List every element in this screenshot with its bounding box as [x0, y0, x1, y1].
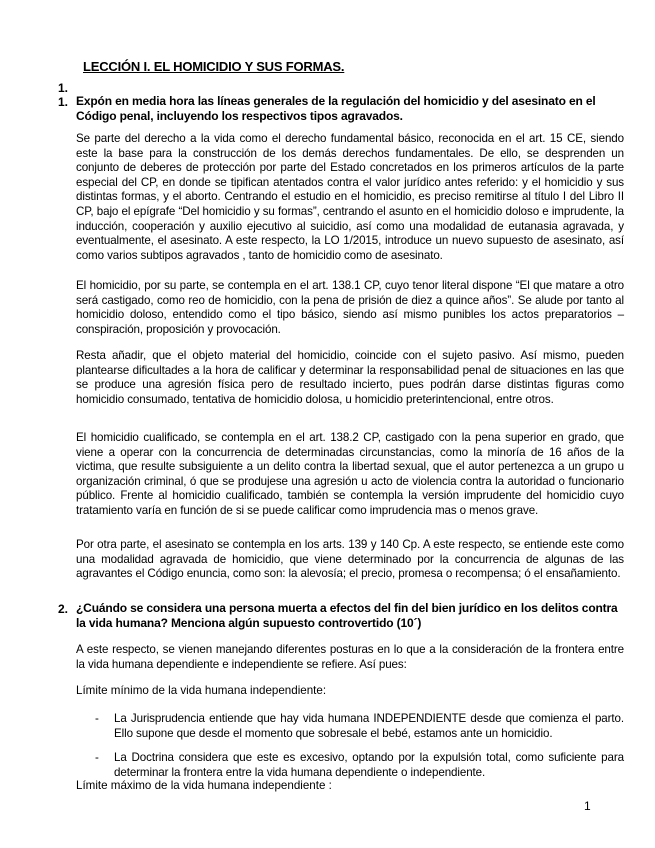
empty-item-number: 1. [58, 81, 69, 95]
paragraph-qualified-homicide: El homicidio cualificado, se contempla en el art. 138.2 CP, castigado con la pena superior en grado, que viene a operar con la concurrencia de determinadas circunstancias, como la minoría de 16 años de la victima, que resulte subsiguiente a un delito contra la libertad sexual, que el autor pertenezca a un grupo u organización criminal, ó que se produjese una agresión u acto de violencia contra la autoridad o funcionario público. Frente al homicidio cualificado, también se contempla la versión imprudente del homicidio cuyo tratamiento varía en función de si se puede calificar como imprudencia mas o menos grave. [76, 431, 624, 517]
bullet-jurisprudence: La Jurisprudencia entiende que hay vida humana INDEPENDIENTE desde que comienza el parto. Ello supone que desde el momento que sobresale el bebé, estamos ante un homicidio. [114, 712, 624, 740]
question-1-text: Expón en media hora las líneas generales de la regulación del homicidio y del asesinato en el Código penal, incluyendo los respectivos tipos agravados. [76, 94, 596, 123]
maximum-limit-heading: Límite máximo de la vida humana independiente : [76, 779, 332, 792]
paragraph-material-object: Resta añadir, que el objeto material del homicidio, coincide con el sujeto pasivo. Así mismo, pueden plantearse dificultades a la hora de calificar y determinar la responsabilidad penal de situaciones en las que se produce una agresión física pero de resultado incierto, pues podrán darse distintas figuras como homicidio consumado, tentativa de homicidio dolosa, u homicidio preterintencional, entre otros. [76, 349, 624, 406]
question-2-text: ¿Cuándo se considera una persona muerta a efectos del fin del bien jurídico en los delitos contra la vida humana? Menciona algún supuesto controvertido (10´) [76, 601, 618, 630]
question-1-number: 1. [58, 95, 69, 109]
paragraph-positions: A este respecto, se vienen manejando diferentes posturas en lo que a la consideración de la frontera entre la vida humana dependiente e independiente se refiere. Así pues: [76, 643, 624, 671]
question-2-number: 2. [58, 602, 69, 616]
paragraph-murder: Por otra parte, el asesinato se contempla en los arts. 139 y 140 Cp. A este respecto, se entiende este como una modalidad agravada de homicidio, que viene determinado por la concurrencia de algunas de las agravantes el Código enuncia, como son: la alevosía; el precio, promesa o recompensa; ó el ensañamiento. [76, 538, 624, 581]
bullet-marker: - [95, 751, 99, 764]
minimum-limit-heading: Límite mínimo de la vida humana independiente: [76, 684, 327, 697]
paragraph-homicide-138-1: El homicidio, por su parte, se contempla en el art. 138.1 CP, cuyo tenor literal dispone “El que matare a otro será castigado, como reo de homicidio, con la pena de prisión de diez a quince años”. Se alude por tanto al homicidio doloso, entendido como el tipo básico, siendo así mismo punibles los actos preparatorios – conspiración, proposición y provocación. [76, 279, 624, 336]
lesson-title: LECCIÓN I. EL HOMICIDIO Y SUS FORMAS. [83, 59, 345, 74]
paragraph-right-to-life: Se parte del derecho a la vida como el derecho fundamental básico, reconocida en el art. 15 CE, siendo este la base para la construcción de los demás derechos fundamentales. De ello, se desprenden un conjunto de deberes de protección por parte del Estado concretados en los primeros artículos de la parte especial del CP, en donde se tipifican atentados contra el valor jurídico antes referido: y el homicidio y sus distintas formas, y el aborto. Centrando el estudio en el homicidio, es preciso remitirse al título I del Libro II CP, bajo el epígrafe “Del homicidio y su formas”, centrando el asunto en el homicidio doloso e imprudente, la inducción, cooperación y auxilio ejecutivo al suicidio, así como una modalidad de eutanasia agravada, y eventualmente, el asesinato. A este respecto, la LO 1/2015, introduce un nuevo supuesto de asesinato, así como varios subtipos agravados , tanto de homicidio como de asesinato. [76, 132, 624, 262]
page-number: 1 [584, 799, 591, 813]
bullet-doctrine: La Doctrina considera que este es excesivo, optando por la expulsión total, como suficiente para determinar la frontera entre la vida humana dependiente o independiente. [114, 751, 624, 779]
bullet-marker: - [95, 712, 99, 725]
